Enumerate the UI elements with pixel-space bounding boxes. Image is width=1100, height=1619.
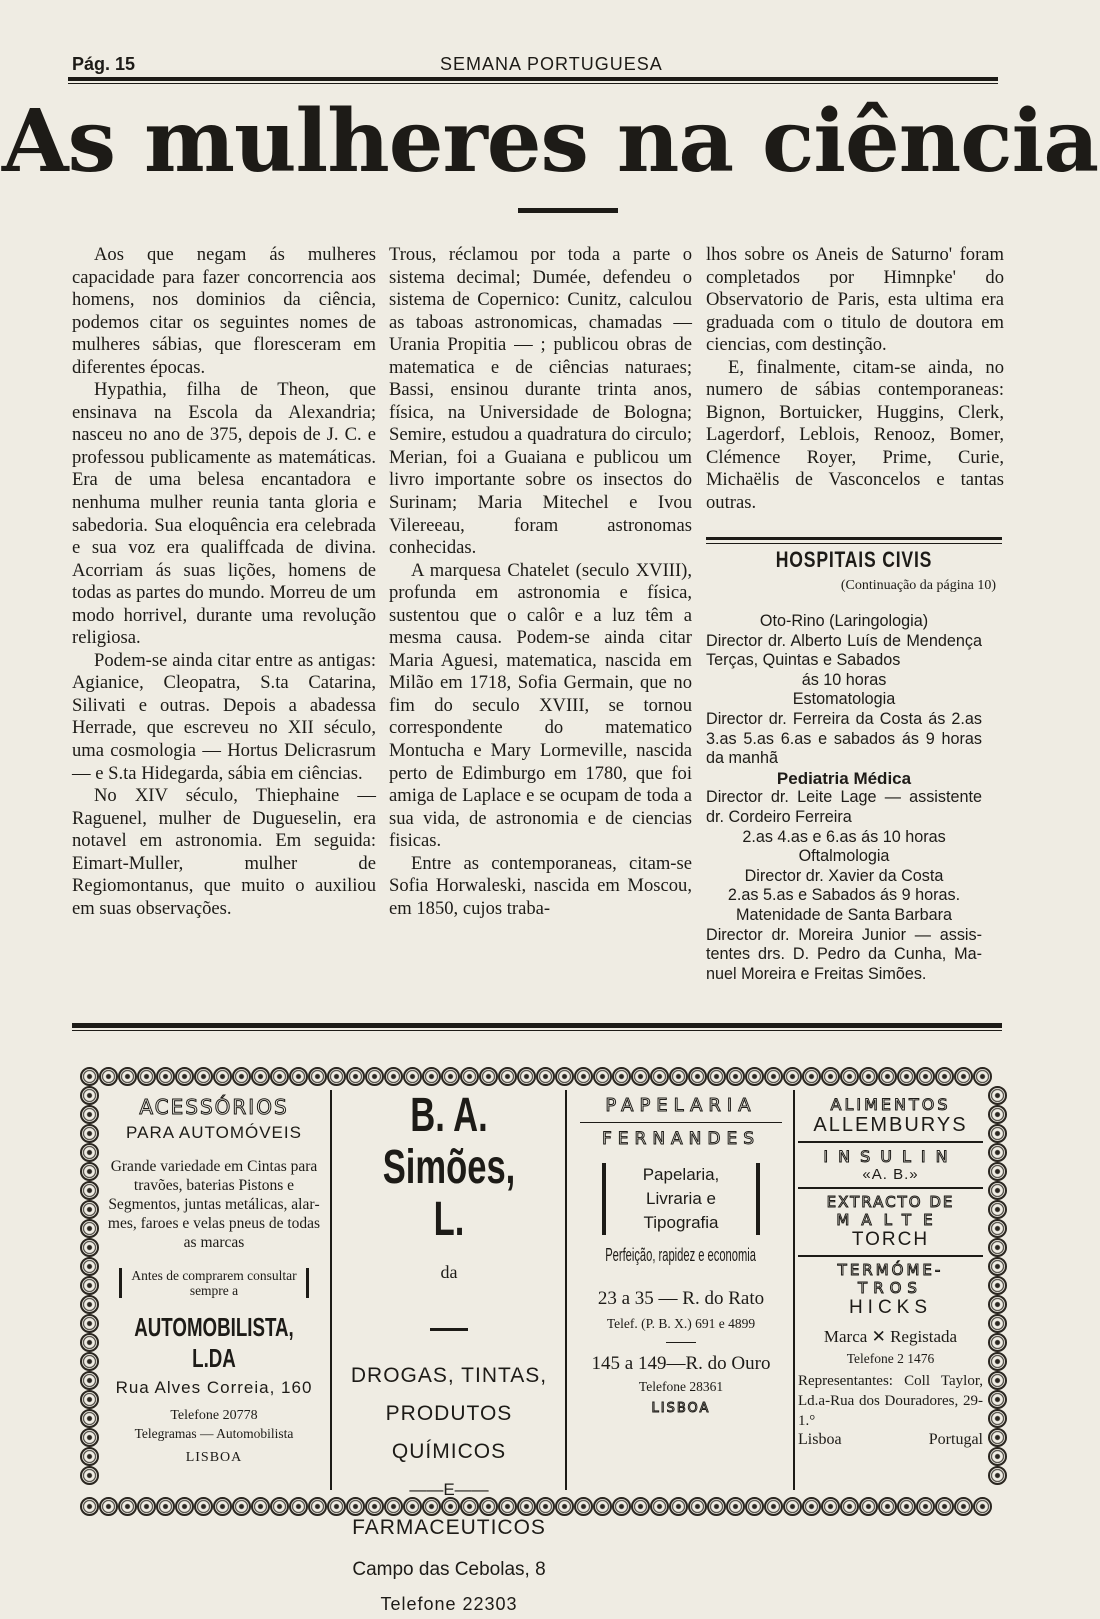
ornament-rosette-icon <box>80 1257 99 1276</box>
ad-heading: PAPELARIA <box>605 1095 757 1116</box>
ornament-rosette-icon <box>916 1067 935 1086</box>
ornament-rosette-icon <box>137 1067 156 1086</box>
ornament-rosette-icon <box>988 1447 1007 1466</box>
ad-notice: Antes de comprarem consultar sempre a <box>119 1268 309 1298</box>
ad-location <box>798 1431 983 1449</box>
paragraph: lhos sobre os Aneis de Saturno' foram completados por Himnpke' do Observatorio de Paris, esta ultima era graduada com o titulo de doutora em ciencias, com destinção. <box>706 244 1004 356</box>
ornament-rosette-icon <box>441 1067 460 1086</box>
ornament-rosette-icon <box>783 1497 802 1516</box>
hospitais-subtitle: (Continuação da página 10) <box>840 578 996 593</box>
ornament-rosette-icon <box>988 1257 1007 1276</box>
ad-mark-label: Registada <box>890 1327 958 1346</box>
ad-line: DROGAS, TINTAS, <box>350 1364 548 1387</box>
ornament-rosette-icon <box>745 1067 764 1086</box>
ornament-rosette-icon <box>783 1067 802 1086</box>
ad-box-line: Papelaria, <box>642 1165 720 1184</box>
ornament-rosette-icon <box>80 1238 99 1257</box>
ornament-rosette-icon <box>80 1314 99 1333</box>
ad-line: MALTE <box>836 1211 945 1229</box>
ornament-rosette-icon <box>80 1428 99 1447</box>
page-number: Pág. 15 <box>72 54 136 74</box>
hospital-line: Estomatologia <box>792 690 896 709</box>
ornament-rosette-icon <box>80 1219 99 1238</box>
ornament-rosette-icon <box>327 1067 346 1086</box>
ornament-rosette-icon <box>80 1409 99 1428</box>
ad-allemburys <box>798 1095 983 1449</box>
ornament-rosette-icon <box>988 1295 1007 1314</box>
ad-line: INSULIN <box>823 1147 958 1166</box>
ornament-rosette-icon <box>988 1390 1007 1409</box>
ornament-rosette-icon <box>175 1067 194 1086</box>
ornament-rosette-icon <box>460 1067 479 1086</box>
ornament-rosette-icon <box>631 1497 650 1516</box>
hospital-line: Oftalmologia <box>798 847 890 866</box>
ad-country: Portugal <box>928 1431 983 1448</box>
ornament-rosette-icon <box>574 1497 593 1516</box>
ad-company <box>335 1090 563 1306</box>
ornament-rosette-icon <box>988 1428 1007 1447</box>
hospital-line: Director dr. Ferreira da Costa ás 2.as 3.as 5.as 6.as e sabados ás 9 horas da manhã <box>706 709 982 768</box>
ornament-rosette-icon <box>988 1466 1007 1485</box>
ornament-rosette-icon <box>194 1497 213 1516</box>
ornament-rosette-icon <box>118 1497 137 1516</box>
ornament-rosette-icon <box>80 1200 99 1219</box>
hospital-line: Director dr. Alberto Luís de Mendença Terças, Quintas e Sabados <box>706 631 982 670</box>
ornament-rosette-icon <box>821 1067 840 1086</box>
hospital-line: Matenidade de Santa Barbara <box>736 905 952 924</box>
ornament-rosette-icon <box>232 1497 251 1516</box>
ornament-rosette-icon <box>384 1067 403 1086</box>
ad-rule <box>798 1187 983 1189</box>
ornament-rosette-icon <box>403 1067 422 1086</box>
ornament-rosette-icon <box>988 1162 1007 1181</box>
ad-heading: ACESSÓRIOS <box>139 1095 289 1119</box>
ornament-rosette-icon <box>479 1067 498 1086</box>
ornament-rosette-icon <box>251 1067 270 1086</box>
ornament-rosette-icon <box>897 1067 916 1086</box>
ad-address: Rua Alves Correia, 160 <box>115 1378 313 1397</box>
header-rule-thin <box>68 83 998 84</box>
ornament-rosette-icon <box>688 1067 707 1086</box>
ornament-rosette-icon <box>80 1105 99 1124</box>
ornament-rosette-icon <box>859 1067 878 1086</box>
ad-line: ——E—— <box>409 1480 489 1499</box>
ad-box <box>602 1163 760 1235</box>
ornament-rosette-icon <box>859 1497 878 1516</box>
ornament-rosette-icon <box>840 1497 859 1516</box>
ornament-rosette-icon <box>137 1497 156 1516</box>
ornament-rosette-icon <box>988 1238 1007 1257</box>
ornament-rosette-icon <box>650 1067 669 1086</box>
ad-simoes <box>335 1090 563 1619</box>
ornament-rosette-icon <box>289 1067 308 1086</box>
ornament-rosette-icon <box>707 1067 726 1086</box>
company-suffix: da <box>440 1262 458 1282</box>
ad-slogan-text: Perfeição, rapidez e economia <box>605 1245 757 1265</box>
ornament-rosette-icon <box>422 1067 441 1086</box>
ornament-rosette-icon <box>289 1497 308 1516</box>
ornament-rosette-icon <box>118 1067 137 1086</box>
ad-divider <box>793 1090 795 1490</box>
ad-box-line: Tipografia <box>643 1213 719 1232</box>
ornament-rosette-icon <box>988 1333 1007 1352</box>
ornament-rosette-icon <box>988 1409 1007 1428</box>
ad-papelaria-fernandes <box>570 1095 792 1416</box>
ornament-rosette-icon <box>988 1124 1007 1143</box>
ornament-rosette-icon <box>988 1276 1007 1295</box>
ornament-rosette-icon <box>80 1086 99 1105</box>
ad-heading: FERNANDES <box>601 1129 761 1149</box>
ornament-rosette-icon <box>213 1497 232 1516</box>
ornament-rosette-icon <box>270 1497 289 1516</box>
trademark-icon: ✕ <box>871 1327 886 1346</box>
ad-divider <box>565 1090 567 1490</box>
ad-phone: Telefone 2 1476 <box>846 1351 935 1366</box>
ornament-rosette-icon <box>988 1086 1007 1105</box>
ornament-rosette-icon <box>80 1447 99 1466</box>
hospital-line: Oto-Rino (Laringologia) <box>759 612 929 630</box>
ornament-rosette-icon <box>80 1181 99 1200</box>
ornament-rosette-icon <box>80 1295 99 1314</box>
ornament-rosette-icon <box>80 1276 99 1295</box>
ad-automobilista <box>100 1095 328 1466</box>
hospitais-title: HOSPITAIS CIVIS <box>775 547 933 572</box>
ad-mark <box>798 1327 983 1347</box>
ornament-rosette-icon <box>764 1497 783 1516</box>
ornament-rosette-icon <box>80 1390 99 1409</box>
ad-address: Campo das Cebolas, 8 <box>352 1559 546 1580</box>
paragraph: No XIV século, Thiephaine — Raguenel, mulher de Dugueselin, era notavel em astronomia. Em seguida: Eimart-Muller, mulher de Regiomontanus, que muito o auxiliou em suas observações. <box>72 785 376 919</box>
ad-city: LISBOA <box>651 1401 711 1416</box>
ornament-rosette-icon <box>612 1067 631 1086</box>
ornament-rosette-icon <box>251 1497 270 1516</box>
ornament-rosette-icon <box>916 1497 935 1516</box>
paragraph: Trous, réclamou por toda a parte o sistema decimal; Dumée, defendeu o sistema de Copernico: Cunitz, calculou as taboas astronomicas, chamadas — Urania Propitia — ; publicou obras de matematica e de ciências naturaes; Bassi, ensinou durante trinta anos, física, na Universidade de Bologna; Semire, estudou a quadratura do circulo; Merian, foi a Guaiana e publicou um livro importante sobre os insectos do Surinam; Maria Mitechel e Ivou Vilereeau, foram astronomas conhecidas. <box>389 244 692 559</box>
paragraph: Hypathia, filha de Theon, que ensinava na Escola da Alexandria; nasceu no ano de 375, depois de J. C. e professou publicamente as matemáticas. Era de uma belesa encantadora e nenhuma mulher reunia tanta gloria e sabedoria. Sua eloquência era celebrada e sua voz era qualiffcada de divina. Acorriam ás suas lições, homens de todas as partes do mundo. Morreu de um modo horrivel, durante uma revolução religiosa. <box>72 379 376 649</box>
ad-conjunction: E <box>443 1480 455 1499</box>
ornament-rosette-icon <box>707 1497 726 1516</box>
hospital-line: Director dr. Xavier da Costa <box>744 866 944 885</box>
ad-rule <box>798 1141 983 1143</box>
ornament-rosette-icon <box>80 1466 99 1485</box>
ad-line: FARMACEUTICOS <box>352 1516 546 1539</box>
ornament-rosette-icon <box>156 1497 175 1516</box>
ad-line: TERMÓME- <box>837 1261 944 1279</box>
ad-line: EXTRACTO DE <box>826 1193 955 1211</box>
ornament-rosette-icon <box>593 1497 612 1516</box>
ad-address: 145 a 149—R. do Ouro <box>591 1353 771 1374</box>
ornament-rosette-icon <box>726 1067 745 1086</box>
ornament-rosette-icon <box>80 1333 99 1352</box>
ornament-rosette-icon <box>612 1497 631 1516</box>
paragraph: E, finalmente, citam-se ainda, no numero de sábias contemporaneas: Bignon, Bortuicker, Huggins, Clerk, Lagerdorf, Leblois, Renooz, Bomer, Clémence Royer, Prime, Curie, Michaëlis de Vasconcelos e tantas outras. <box>706 356 1004 514</box>
ornament-rosette-icon <box>988 1314 1007 1333</box>
ornament-rosette-icon <box>988 1105 1007 1124</box>
ad-dash <box>666 1342 696 1343</box>
ornament-rosette-icon <box>156 1067 175 1086</box>
ornament-border-top <box>80 1067 992 1086</box>
ornament-rosette-icon <box>232 1067 251 1086</box>
ornament-rosette-icon <box>840 1067 859 1086</box>
ornament-border-right <box>988 1086 1007 1485</box>
ornament-rosette-icon <box>726 1497 745 1516</box>
ad-reps: Representantes: Coll Taylor, Ld.a-Rua dos Douradores, 29-1.° <box>798 1373 983 1429</box>
ornament-rosette-icon <box>954 1497 973 1516</box>
ornament-rosette-icon <box>517 1067 536 1086</box>
ornament-rosette-icon <box>988 1143 1007 1162</box>
ad-mark-label: Marca <box>823 1327 868 1346</box>
ornament-rosette-icon <box>80 1067 99 1086</box>
ornament-rosette-icon <box>988 1181 1007 1200</box>
ornament-rosette-icon <box>175 1497 194 1516</box>
header-rule <box>68 77 998 81</box>
section-rule-thin <box>706 543 1002 544</box>
ornament-rosette-icon <box>574 1067 593 1086</box>
ornament-rosette-icon <box>99 1067 118 1086</box>
ad-phone: Telefone 28361 <box>638 1379 724 1394</box>
ornament-rosette-icon <box>650 1497 669 1516</box>
ad-city: Lisboa <box>798 1431 842 1448</box>
ornament-rosette-icon <box>745 1497 764 1516</box>
paragraph: Entre as contemporaneas, citam-se Sofia Horwaleski, nascida em Moscou, em 1850, cujos traba- <box>389 852 692 919</box>
ornament-rosette-icon <box>688 1497 707 1516</box>
hospital-line: Pediatria Médica <box>776 768 912 788</box>
ad-line: «A. B.» <box>862 1166 919 1183</box>
ad-phone: Telefone 22303 <box>380 1594 518 1614</box>
ornament-rosette-icon <box>821 1497 840 1516</box>
ad-line: HICKS <box>848 1297 933 1318</box>
publication-name: SEMANA PORTUGUESA <box>440 54 663 74</box>
footer-rule-thin <box>72 1030 1002 1031</box>
ad-box-line: Livraria e <box>646 1189 716 1208</box>
company-name: B. A. Simões, L. <box>382 1089 516 1246</box>
ornament-rosette-icon <box>213 1067 232 1086</box>
ad-divider-dash <box>430 1328 468 1331</box>
ornament-rosette-icon <box>555 1067 574 1086</box>
ornament-rosette-icon <box>80 1352 99 1371</box>
ad-line: TROS <box>858 1279 923 1297</box>
ornament-rosette-icon <box>897 1497 916 1516</box>
ornament-rosette-icon <box>988 1352 1007 1371</box>
section-rule <box>706 537 1002 540</box>
ornament-rosette-icon <box>308 1497 327 1516</box>
ornament-rosette-icon <box>270 1067 289 1086</box>
ad-phone: Telefone 20778 <box>170 1408 258 1423</box>
ornament-rosette-icon <box>346 1067 365 1086</box>
ornament-rosette-icon <box>954 1067 973 1086</box>
ornament-rosette-icon <box>593 1067 612 1086</box>
article-title: As mulheres na ciência <box>1 91 1099 192</box>
ornament-rosette-icon <box>802 1067 821 1086</box>
ad-line: PRODUTOS <box>385 1402 513 1425</box>
ornament-rosette-icon <box>878 1067 897 1086</box>
ornament-rosette-icon <box>669 1497 688 1516</box>
article-column-2 <box>389 244 692 920</box>
ad-address: 23 a 35 — R. do Rato <box>597 1288 765 1309</box>
paragraph: A marquesa Chatelet (seculo XVIII), profunda em astronomia e física, sustentou que o calôr e a luz têm a mesma causa. Podem-se ainda citar Maria Aguesi, matematica, nascida em Milão em 1718, Sofia Germain, que no fim do seculo XVIII, se tornou correspondente do matematico Montucha e Mary Lormeville, nascida perto de Edimburgo em 1780, que foi amiga de Laplace e se ocupam de toda a sua vida, de astronomia e de ciencias fisicas. <box>389 559 692 852</box>
ornament-rosette-icon <box>802 1497 821 1516</box>
ornament-rosette-icon <box>988 1200 1007 1219</box>
ornament-rosette-icon <box>80 1371 99 1390</box>
hospital-line: 2.as 5.as e Sabados ás 9 horas. <box>727 886 961 905</box>
ad-city: LISBOA <box>185 1450 243 1465</box>
ornament-rosette-icon <box>631 1067 650 1086</box>
ornament-rosette-icon <box>973 1497 992 1516</box>
ad-rule <box>580 1122 782 1123</box>
ornament-rosette-icon <box>878 1497 897 1516</box>
paragraph: Aos que negam ás mulheres capacidade para fazer concorrencia aos homens, nos dominios da ciência, podemos citar os seguintes nomes de mulheres sábias, que floresceram em diferentes épocas. <box>72 244 376 378</box>
ornament-rosette-icon <box>764 1067 783 1086</box>
ornament-rosette-icon <box>80 1162 99 1181</box>
ornament-rosette-icon <box>988 1371 1007 1390</box>
ornament-rosette-icon <box>988 1219 1007 1238</box>
company-name: AUTOMOBILISTA, L.DA <box>134 1312 294 1373</box>
hospitais-listing <box>706 612 982 984</box>
ad-line: ALIMENTOS <box>830 1095 951 1114</box>
hospital-line: Director dr. Moreira Junior — assistentes drs. D. Pedro da Cunha, Manuel Moreira e Freitas Simões. <box>706 925 982 983</box>
ornament-rosette-icon <box>669 1067 688 1086</box>
article-column-1 <box>72 244 376 920</box>
ornament-rosette-icon <box>80 1143 99 1162</box>
ornament-rosette-icon <box>935 1067 954 1086</box>
ad-subheading: PARA AUTOMÓVEIS <box>126 1123 302 1142</box>
paragraph: Podem-se ainda citar entre as antigas: Agianice, Cleopatra, S.ta Catarina, Silivati e outras. Depois a abadessa Herrade, que escreveu no XII século, uma cosmologia — Hortus Delicrasrum — e S.ta Hidegarda, sábia em ciências. <box>72 649 376 784</box>
ornament-rosette-icon <box>365 1067 384 1086</box>
hospital-line: ás 10 horas <box>801 670 887 689</box>
ad-phone: Telef. (P. B. X.) 691 e 4899 <box>606 1316 756 1331</box>
ornament-rosette-icon <box>194 1067 213 1086</box>
ad-rule <box>798 1255 983 1257</box>
ad-company <box>100 1312 328 1374</box>
hospital-line: Director dr. Leite Lage — assistente dr. Cordeiro Ferreira <box>706 788 982 826</box>
title-divider <box>518 208 618 213</box>
footer-rule <box>72 1023 1002 1028</box>
ad-line: TORCH <box>851 1229 930 1250</box>
ornament-rosette-icon <box>973 1067 992 1086</box>
ornament-rosette-icon <box>308 1067 327 1086</box>
ornament-rosette-icon <box>498 1067 517 1086</box>
article-column-3 <box>706 244 1004 515</box>
ornament-rosette-icon <box>80 1124 99 1143</box>
ornament-rosette-icon <box>536 1067 555 1086</box>
hospital-line: 2.as 4.as e 6.as ás 10 horas <box>742 827 946 846</box>
ad-line: ALLEMBURYS <box>813 1114 968 1136</box>
ornament-border-left <box>80 1086 99 1485</box>
ornament-rosette-icon <box>80 1497 99 1516</box>
ad-body: Grande variedade em Cintas para travões, baterias Pistons e Segmentos, juntas metálicas, alarmes, faroes e velas pneus de todas as marcas <box>107 1158 321 1251</box>
ad-divider <box>330 1090 332 1490</box>
ad-line: QUÍMICOS <box>391 1440 507 1463</box>
ad-slogan <box>570 1245 792 1266</box>
ornament-rosette-icon <box>935 1497 954 1516</box>
ad-telegrams: Telegramas — Automobilista <box>134 1426 294 1441</box>
ornament-rosette-icon <box>99 1497 118 1516</box>
